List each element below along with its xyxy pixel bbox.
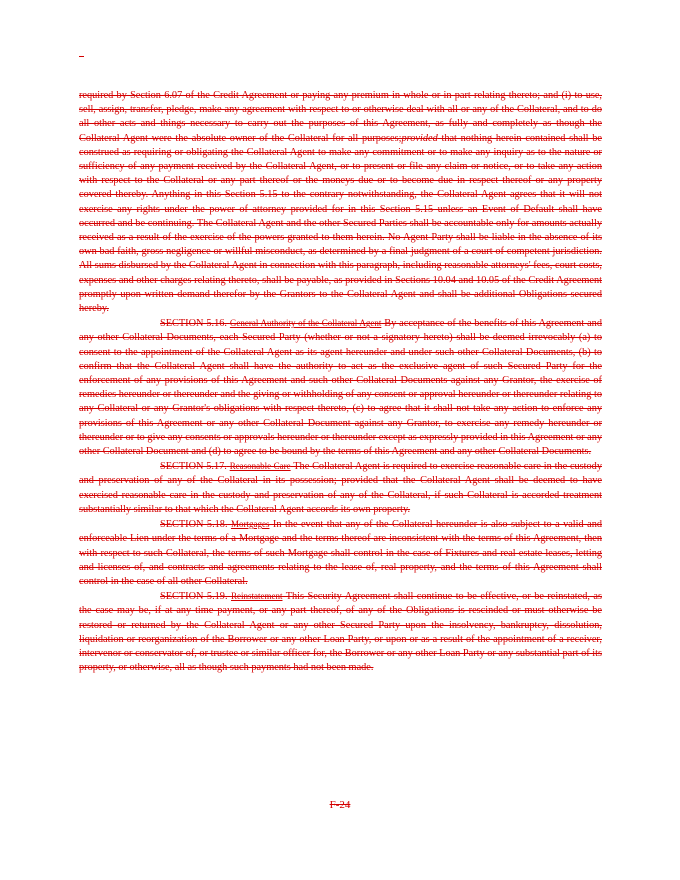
section-5-16 — [79, 316, 602, 459]
section-5-19 — [79, 589, 602, 675]
provided-word: provided — [401, 132, 438, 144]
section-title: Mortgages — [230, 519, 270, 530]
section-text: By acceptance of the benefits of this Agreement and any other Collateral Documents, each Secured Party (whether or not a signatory hereto) shall be deemed irrevocably (a) to consent to the appointment of the Collateral Agent as its agent hereunder and under such other Collateral Documents, (b) to confirm that the Collateral Agent shall have the authority to act as the exclusive agent of such Secured Party for the enforcement of any provisions of this Agreement and such other Collateral Documents against any Grantor, the exercise of remedies hereunder or thereunder and the giving or withholding of any consent or approval hereunder or thereunder relating to any Collateral or any Grantor's obligations with respect thereto, (c) to agree that it shall not take any action to enforce any provisions of this Agreement or any other Collateral Document against any Grantor, to exercise any remedy hereunder or thereunder or to give any consents or approvals hereunder or thereunder except as expressly provided in this Agreement or any other Collateral Document and (d) to agree to be bound by the terms of this Agreement and any other Collateral Documents. — [79, 318, 602, 458]
section-number: SECTION 5.16. — [160, 318, 227, 330]
section-number: SECTION 5.19. — [160, 591, 228, 603]
section-title: Reasonable Care — [229, 461, 291, 472]
continuation-text-2: that nothing herein contained shall be construed as requiring or obligating the Collateral Agent to make any commitment or to make any inquiry as to the nature or sufficiency of any payment received by the Collateral Agent, or to present or file any claim or notice, or to take any action with respect to the Collateral or any part thereof or the moneys due or to become due in respect thereof or any property covered thereby. Anything in this Section 5.15 to the contrary notwithstanding, the Collateral Agent agrees that it will not exercise any rights under the power of attorney provided for in this Section 5.15 unless an Event of Default shall have occurred and be continuing. The Collateral Agent and the other Secured Parties shall be accountable only for amounts actually received as a result of the exercise of the powers granted to them herein. No Agent Party shall be liable in the absence of its own bad faith, gross negligence or willful misconduct, as determined by a final judgment of a court of competent jurisdiction. All sums disbursed by the Collateral Agent in connection with this paragraph, including reasonable attorneys' fees, court costs, expenses and other charges relating thereto, shall be payable, as provided in Sections 10.04 and 10.05 of the Credit Agreement promptly upon written demand therefor by the Grantors to the Collateral Agent and shall be additional Obligations secured hereby. — [79, 132, 602, 315]
section-text: The Collateral Agent is required to exercise reasonable care in the custody and preservation of any of the Collateral in its possession; provided that the Collateral Agent shall be deemed to have exercised reasonable care in the custody and preservation of any of the Collateral, if such Collateral is accorded treatment substantially similar to that which the Collateral Agent accords its own property. — [79, 461, 602, 515]
continuation-text: required by Section 6.07 of the Credit Agreement or paying any premium in whole or in part relating thereto; and (i) to use, sell, assign, transfer, pledge, make any agreement with respect to or otherwise deal with all or any of the Collateral, and to do all other acts and things necessary to carry out the purposes of this Agreement, as fully and completely as though the Collateral Agent were the absolute owner of the Collateral for all purposes; — [79, 90, 602, 144]
section-text: This Security Agreement shall continue to be effective, or be reinstated, as the case may be, if at any time payment, or any part thereof, of any of the Obligations is rescinded or must otherwise be restored or returned by the Collateral Agent or any other Secured Party upon the insolvency, bankruptcy, dissolution, liquidation or reorganization of the Borrower or any other Loan Party, or upon or as a result of the appointment of a receiver, intervenor or conservator of, or trustee or similar officer for, the Borrower or any other Loan Party or any substantial part of its property, or otherwise, all as though such payments had not been made. — [79, 591, 602, 674]
page-number: F-24 — [329, 799, 351, 811]
continuation-paragraph — [79, 89, 602, 316]
document-body — [79, 89, 602, 675]
section-title: Reinstatement — [230, 591, 283, 602]
change-mark — [79, 56, 84, 57]
section-title: General Authority of the Collateral Agent — [229, 318, 382, 329]
section-number: SECTION 5.18. — [160, 519, 228, 531]
section-5-18 — [79, 517, 602, 589]
section-number: SECTION 5.17. — [160, 461, 227, 473]
section-5-17 — [79, 459, 602, 517]
section-text: In the event that any of the Collateral hereunder is also subject to a valid and enforceable Lien under the terms of a Mortgage and the terms thereof are inconsistent with the terms of this Agreement, then with respect to such Collateral, the terms of such Mortgage shall control in the case of Fixtures and real estate leases, letting and licenses of, and contracts and agreements relating to the lease of, real property, and the terms of this Agreement shall control in the case of all other Collateral. — [79, 519, 602, 587]
